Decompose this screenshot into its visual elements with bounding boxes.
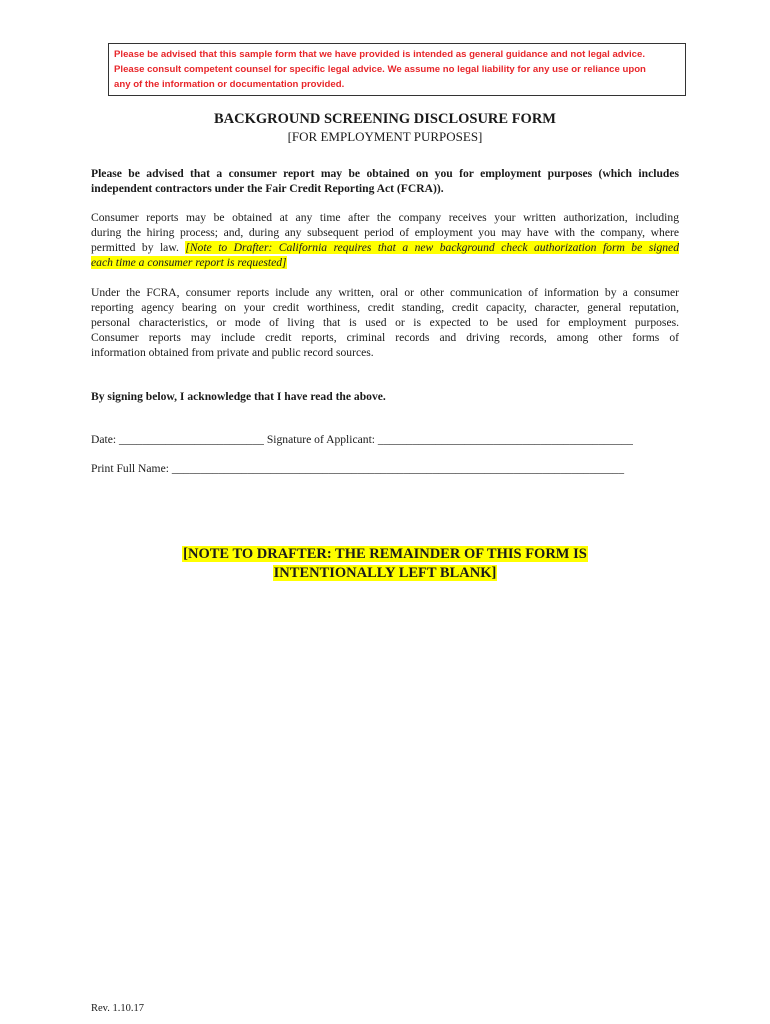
disclaimer-line: any of the information or documentation provided.: [114, 79, 345, 90]
paragraph-line: during the hiring process; and, during any subsequent period of employment you may have with the company, where: [91, 226, 679, 239]
authorization-paragraph: [91, 210, 679, 270]
paragraph-text: permitted by law.: [91, 241, 186, 254]
intro-paragraph: [91, 166, 679, 196]
drafter-note-highlight: [Note to Drafter: California requires that a new background check authorization form be signed: [185, 241, 679, 254]
date-signature-field[interactable]: Date: _________________________ Signature of Applicant: ____________________________________________: [91, 433, 633, 446]
paragraph-line: Under the FCRA, consumer reports include any written, oral or other communication of information by a consumer: [91, 286, 679, 299]
note-line: [NOTE TO DRAFTER: THE REMAINDER OF THIS FORM IS: [183, 546, 587, 562]
revision-number: Rev. 1.10.17: [91, 1003, 144, 1014]
paragraph-line: [91, 240, 679, 255]
drafter-note-highlight: each time a consumer report is requested]: [91, 256, 287, 269]
form-title: BACKGROUND SCREENING DISCLOSURE FORM: [214, 111, 556, 127]
print-name-field[interactable]: Print Full Name: ______________________________________________________________________________: [91, 462, 624, 475]
disclaimer-line: Please consult competent counsel for specific legal advice. We assume no legal liability for any use or reliance upon: [114, 64, 646, 75]
acknowledgement-statement: [91, 389, 679, 404]
form-subtitle: [FOR EMPLOYMENT PURPOSES]: [287, 129, 483, 144]
intro-line: independent contractors under the Fair Credit Reporting Act (FCRA)).: [91, 182, 444, 195]
disclaimer-line: Please be advised that this sample form that we have provided is intended as general guidance and not legal advice.: [114, 49, 646, 60]
paragraph-line: Consumer reports may include credit reports, criminal records and driving records, among other forms of: [91, 331, 679, 344]
paragraph-line: Consumer reports may be obtained at any time after the company receives your written authorization, including: [91, 211, 679, 224]
intro-line: Please be advised that a consumer report may be obtained on you for employment purposes (which includes: [91, 167, 679, 180]
note-line: INTENTIONALLY LEFT BLANK]: [273, 565, 497, 581]
remainder-blank-note: [0, 545, 770, 583]
acknowledgement-line: By signing below, I acknowledge that I have read the above.: [91, 390, 386, 403]
fcra-definition-paragraph: [91, 285, 679, 360]
paragraph-line: reporting agency bearing on your credit worthiness, credit standing, credit capacity, character, general reputation,: [91, 301, 679, 314]
paragraph-line: [91, 255, 679, 270]
paragraph-line: personal characteristics, or mode of living that is used or is expected to be used for employment purposes.: [91, 316, 679, 329]
paragraph-line: information obtained from private and public record sources.: [91, 346, 374, 359]
legal-disclaimer-box: [108, 43, 686, 96]
